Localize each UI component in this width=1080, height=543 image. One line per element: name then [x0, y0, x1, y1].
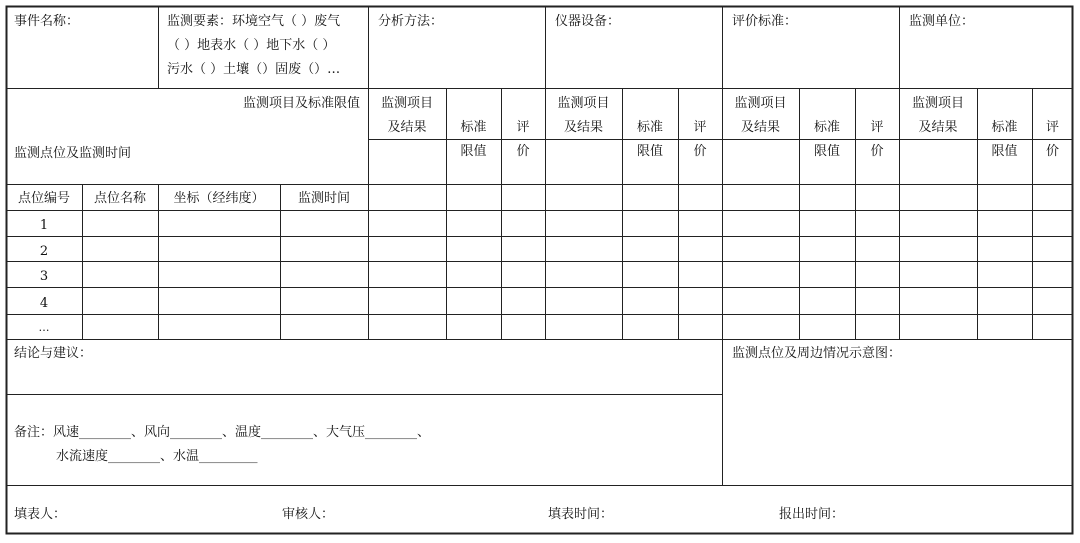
- group1-eval-line2: 价: [516, 144, 530, 159]
- monitoring-unit-label: 监测单位：: [909, 14, 975, 29]
- group4-item-label-line2: 及结果: [918, 120, 958, 135]
- instrument-label: 仪器设备：: [555, 14, 621, 29]
- analysis-method-label: 分析方法：: [378, 14, 444, 29]
- column-header-point-no: 点位编号: [17, 191, 70, 206]
- group2-item-label-line2: 及结果: [563, 120, 603, 135]
- monitoring-elements-line2: （ ）地表水（ ）地下水（ ）: [167, 38, 336, 53]
- group2-standard-line1: 标准: [636, 120, 663, 135]
- group4-standard-line1: 标准: [991, 120, 1018, 135]
- group2-eval-line2: 价: [693, 144, 707, 159]
- group1-item-label-line1: 监测项目: [380, 96, 433, 111]
- group4-eval-line2: 价: [1045, 144, 1059, 159]
- group1-standard-line2: 限值: [460, 144, 487, 159]
- filled-by-label: 填表人：: [14, 507, 67, 522]
- column-header-point-name: 点位名称: [93, 191, 146, 206]
- group3-eval-line1: 评: [870, 120, 884, 135]
- column-header-coordinates: 坐标（经纬度）: [173, 191, 265, 206]
- monitoring-elements-line1: 监测要素：环境空气（ ）废气: [167, 14, 341, 29]
- group3-standard-line1: 标准: [813, 120, 840, 135]
- table-row-number: 1: [39, 218, 49, 233]
- table-row-number: 3: [39, 269, 49, 284]
- group1-eval-line1: 评: [516, 120, 530, 135]
- site-map-label: 监测点位及周边情况示意图：: [732, 346, 902, 361]
- group1-item-label-line2: 及结果: [387, 120, 427, 135]
- column-header-monitoring-time: 监测时间: [297, 191, 350, 206]
- report-time-label: 报出时间：: [779, 507, 845, 522]
- group2-item-label-line1: 监测项目: [557, 96, 610, 111]
- remarks-line2: 水流速度________、水温_________: [56, 449, 258, 464]
- group4-eval-line1: 评: [1045, 120, 1059, 135]
- group3-eval-line2: 价: [870, 144, 884, 159]
- monitoring-elements-line3: 污水（ ）土壤（）固废（）…: [167, 62, 341, 77]
- event-name-label: 事件名称：: [14, 14, 80, 29]
- conclusion-label: 结论与建议：: [14, 346, 93, 361]
- table-row-number: 2: [39, 244, 49, 259]
- fill-time-label: 填表时间：: [548, 507, 614, 522]
- table-row-number: …: [38, 321, 50, 334]
- remarks-line1: 备注：风速________、风向________、温度________、大气压________、: [14, 425, 431, 440]
- group2-eval-line1: 评: [693, 120, 707, 135]
- point-and-time-label: 监测点位及监测时间: [14, 146, 132, 161]
- group3-item-label-line2: 及结果: [740, 120, 780, 135]
- evaluation-standard-label: 评价标准：: [732, 14, 798, 29]
- table-row-number: 4: [39, 296, 49, 311]
- reviewer-label: 审核人：: [282, 507, 335, 522]
- items-and-limits-label: 监测项目及标准限值: [242, 96, 360, 111]
- group4-standard-line2: 限值: [991, 144, 1018, 159]
- group3-item-label-line1: 监测项目: [734, 96, 787, 111]
- group4-item-label-line1: 监测项目: [911, 96, 964, 111]
- group3-standard-line2: 限值: [813, 144, 840, 159]
- group2-standard-line2: 限值: [636, 144, 663, 159]
- group1-standard-line1: 标准: [460, 120, 487, 135]
